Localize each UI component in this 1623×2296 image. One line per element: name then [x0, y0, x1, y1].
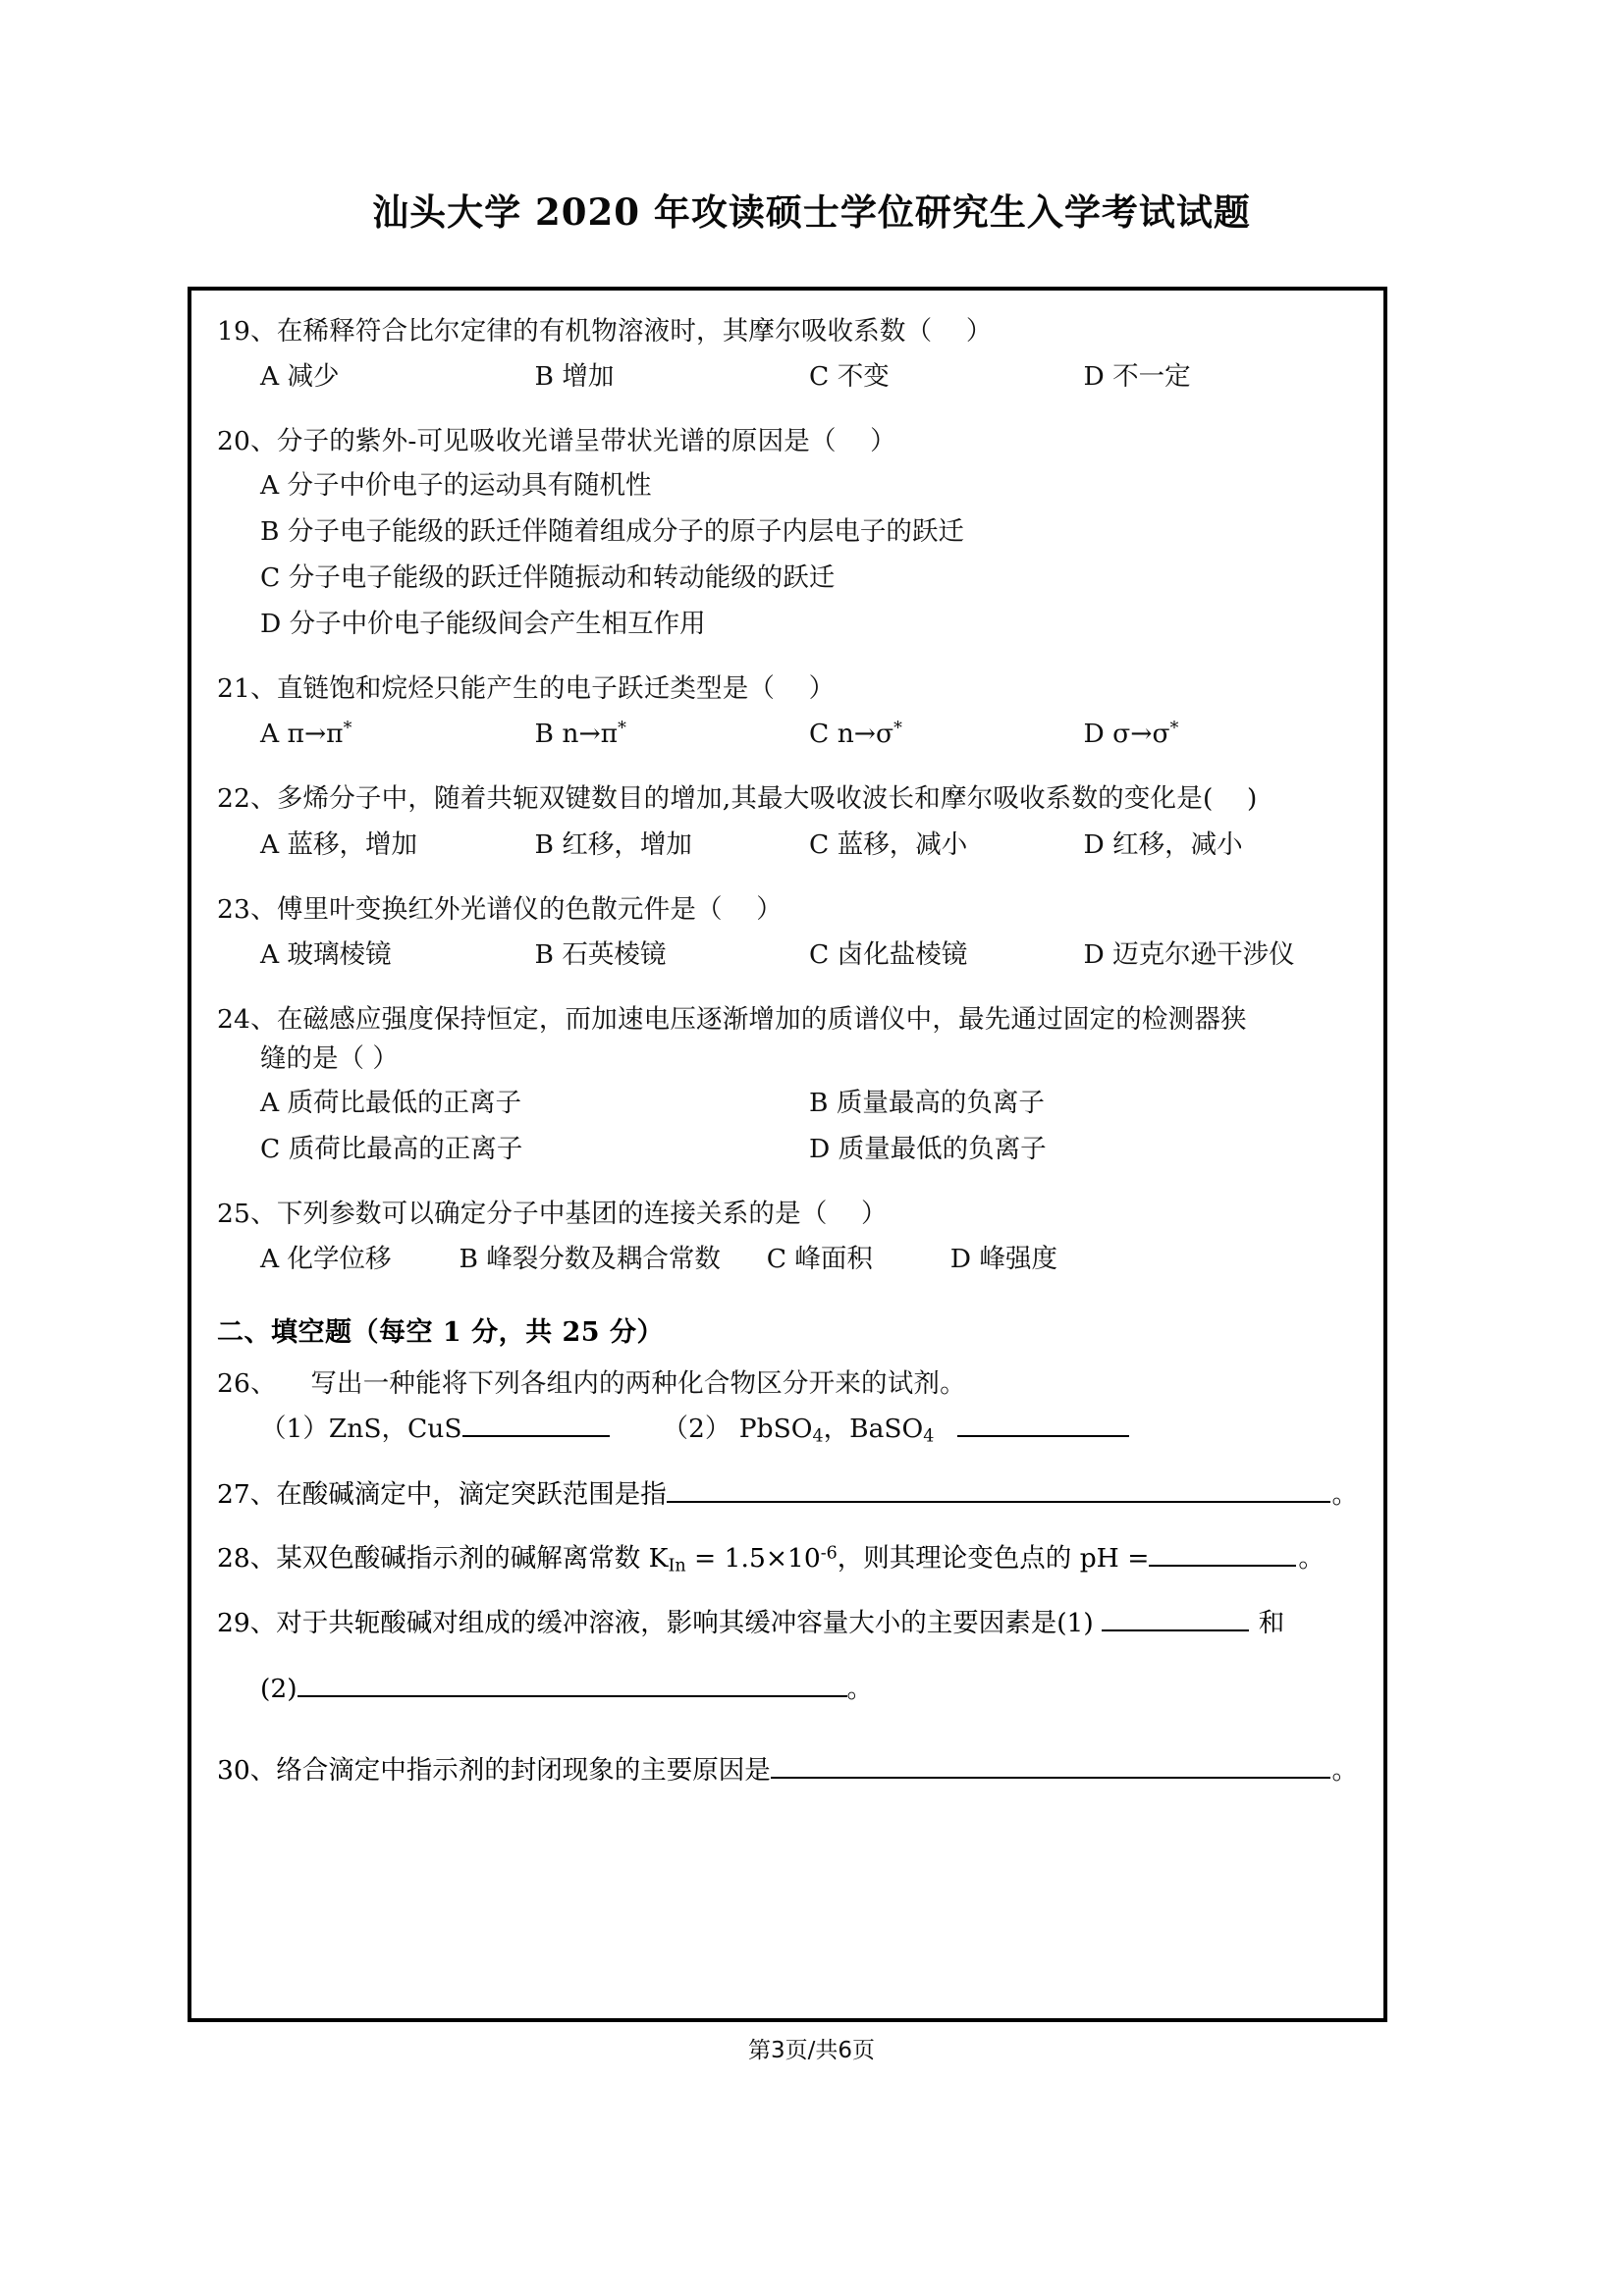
question-28	[217, 1538, 1358, 1579]
question-29-line2-lead: (2)	[260, 1674, 298, 1705]
option-b[interactable]: B 红移，增加	[534, 828, 692, 860]
option-c[interactable]: C 不变	[809, 361, 890, 393]
content-frame	[188, 287, 1387, 2022]
option-d[interactable]: D 峰强度	[949, 1244, 1057, 1275]
question-22-stem: 22、多烯分子中，随着共轭双键数目的增加,其最大吸收波长和摩尔吸收系数的变化是( )	[217, 783, 1258, 815]
question-22	[217, 779, 1358, 866]
question-29-line2	[217, 1669, 1358, 1710]
option-a[interactable]: A 化学位移	[260, 1244, 392, 1275]
option-c[interactable]: C 质荷比最高的正离子	[260, 1134, 523, 1165]
content-area	[191, 291, 1383, 2018]
question-28-lead: 28、某双色酸碱指示剂的碱解离常数 $K_{In} = 1.5\times 10^{-6}$，则其理论变色点的 pH =	[217, 1542, 1150, 1576]
question-30	[217, 1750, 1358, 1790]
section-2-heading: 二、填空题（每空 1 分，共 25 分）	[217, 1317, 664, 1349]
question-21-options	[217, 714, 1358, 756]
option-c[interactable]: C n→σ*	[809, 719, 902, 750]
option-c[interactable]: C 卤化盐棱镜	[809, 938, 968, 970]
page-title: 汕头大学 2020 年攻读硕士学位研究生入学考试试题	[372, 190, 1251, 234]
question-23-options	[217, 934, 1358, 977]
question-20-stem: 20、分子的紫外-可见吸收光谱呈带状光谱的原因是（ ）	[217, 426, 896, 457]
question-19-options	[217, 356, 1358, 399]
question-24	[217, 1000, 1358, 1171]
spacer	[217, 983, 1358, 1000]
question-26-blank-2[interactable]	[957, 1414, 1129, 1437]
spacer	[217, 762, 1358, 779]
question-23	[217, 890, 1358, 977]
question-26-stem: 26、 写出一种能将下列各组内的两种化合物区分开来的试剂。	[217, 1368, 966, 1400]
question-28-tail: 。	[1298, 1542, 1325, 1574]
option-b[interactable]: B 石英棱镜	[534, 938, 667, 970]
question-30-tail: 。	[1331, 1754, 1358, 1786]
option-a[interactable]: A 减少	[260, 361, 340, 393]
option-b[interactable]: B n→π*	[534, 719, 626, 750]
question-21-stem: 21、直链饱和烷烃只能产生的电子跃迁类型是（ ）	[217, 673, 836, 705]
question-29	[217, 1603, 1358, 1643]
option-a[interactable]: A 蓝移，增加	[260, 828, 418, 860]
question-27-blank[interactable]	[667, 1479, 1330, 1503]
spacer	[217, 404, 1358, 422]
question-25	[217, 1195, 1358, 1281]
question-20-options	[217, 465, 1358, 646]
option-a[interactable]: A 分子中价电子的运动具有随机性	[260, 470, 652, 502]
question-25-stem: 25、下列参数可以确定分子中基团的连接关系的是（ ）	[217, 1199, 888, 1230]
question-21	[217, 669, 1358, 756]
option-b[interactable]: B 增加	[534, 361, 615, 393]
question-19-stem: 19、在稀释符合比尔定律的有机物溶液时，其摩尔吸收系数（ ）	[217, 316, 993, 347]
question-27-tail: 。	[1331, 1478, 1358, 1510]
question-26-items	[217, 1409, 1358, 1451]
question-24-stem-cont: 缝的是（ ）	[260, 1042, 399, 1074]
question-19	[217, 312, 1358, 399]
question-27-lead: 27、在酸碱滴定中，滴定突跃范围是指	[217, 1478, 667, 1510]
option-d[interactable]: D 质量最低的负离子	[809, 1134, 1047, 1165]
question-26-item-1-label: （1）ZnS，CuS	[260, 1413, 462, 1444]
question-25-options	[217, 1239, 1358, 1281]
option-a[interactable]: A 玻璃棱镜	[260, 938, 392, 970]
spacer	[217, 652, 1358, 669]
option-d[interactable]: D 分子中价电子能级间会产生相互作用	[260, 609, 706, 640]
spacer	[217, 1177, 1358, 1195]
question-26-blank-1[interactable]	[462, 1414, 610, 1437]
question-29-blank-2[interactable]	[298, 1674, 847, 1697]
spacer	[217, 873, 1358, 890]
question-24-stem: 24、在磁感应强度保持恒定，而加速电压逐渐增加的质谱仪中，最先通过固定的检测器狭	[217, 1003, 1247, 1035]
question-22-options	[217, 825, 1358, 867]
page-footer: 第3页/共6页	[747, 2038, 875, 2063]
option-d[interactable]: D 不一定	[1083, 361, 1191, 393]
option-c[interactable]: C 峰面积	[766, 1244, 873, 1275]
option-b[interactable]: B 质量最高的负离子	[809, 1088, 1045, 1119]
question-29-tail: 和	[1258, 1608, 1285, 1639]
question-20	[217, 422, 1358, 646]
option-d[interactable]: D 红移，减小	[1083, 828, 1243, 860]
question-23-stem: 23、傅里叶变换红外光谱仪的色散元件是（ ）	[217, 893, 783, 925]
question-28-blank[interactable]	[1149, 1543, 1296, 1567]
option-c[interactable]: C 蓝移，减小	[809, 828, 968, 860]
question-30-lead: 30、络合滴定中指示剂的封闭现象的主要原因是	[217, 1754, 771, 1786]
question-29-line2-tail: 。	[846, 1674, 874, 1705]
option-b[interactable]: B 分子电子能级的跃迁伴随着组成分子的原子内层电子的跃迁	[260, 516, 964, 548]
option-a[interactable]: A π→π*	[260, 719, 352, 750]
question-26	[217, 1364, 1358, 1451]
question-27	[217, 1474, 1358, 1515]
question-30-blank[interactable]	[771, 1755, 1330, 1779]
question-29-blank-1[interactable]	[1102, 1608, 1249, 1631]
option-c[interactable]: C 分子电子能级的跃迁伴随振动和转动能级的跃迁	[260, 562, 836, 594]
option-b[interactable]: B 峰裂分数及耦合常数	[459, 1244, 721, 1275]
question-29-lead: 29、对于共轭酸碱对组成的缓冲溶液，影响其缓冲容量大小的主要因素是(1)	[217, 1608, 1094, 1639]
option-d[interactable]: D 迈克尔逊干涉仪	[1083, 938, 1295, 970]
option-d[interactable]: D σ→σ*	[1083, 719, 1179, 750]
question-26-item-2-label: （2） PbSO$_4$，BaSO$_4$	[662, 1413, 935, 1446]
option-a[interactable]: A 质荷比最低的正离子	[260, 1088, 522, 1119]
question-24-options	[217, 1083, 1358, 1171]
